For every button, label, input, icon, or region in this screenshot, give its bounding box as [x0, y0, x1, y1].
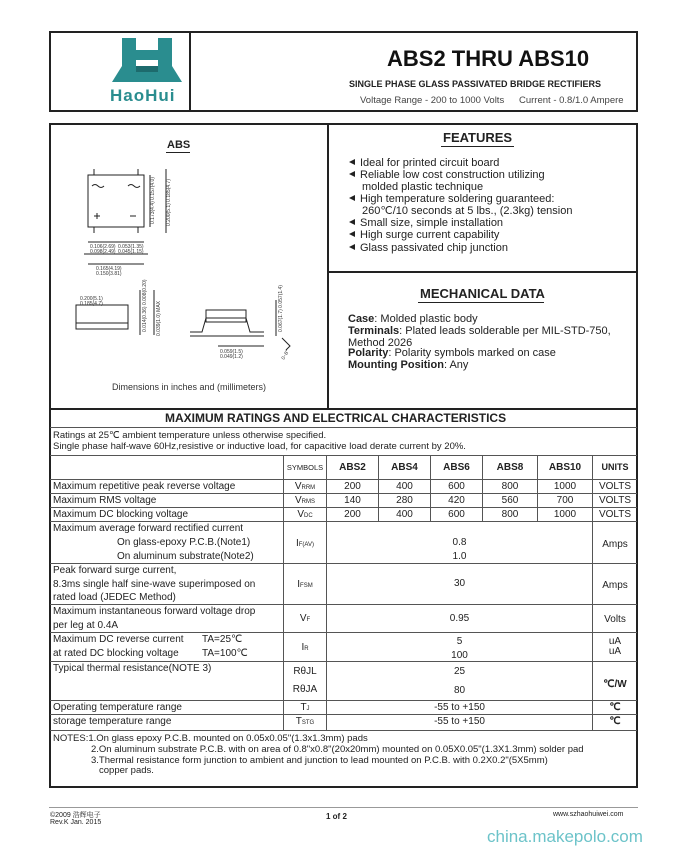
mech-polarity: Polarity: Polarity symbols marked on case — [348, 347, 556, 359]
feature-item: High temperature soldering guaranteed: — [349, 193, 554, 205]
features-heading-underline — [441, 146, 514, 147]
mechanical-heading-underline — [418, 302, 544, 303]
bullet-icon — [349, 159, 355, 165]
feature-item-continuation: molded plastic technique — [362, 181, 484, 193]
ratings-note-1: Ratings at 25℃ ambient temperature unless otherwise specified. — [53, 430, 327, 441]
unit-cell: ℃/W — [603, 679, 627, 690]
symbol-ir: IR — [301, 642, 309, 653]
mech-terminals: Terminals: Plated leads solderable per MIL-STD-750, — [348, 325, 611, 337]
package-divider — [327, 124, 329, 409]
feature-item: Reliable low cost construction utilizing — [349, 169, 545, 181]
svg-text:0.200(5.1): 0.200(5.1) — [80, 296, 103, 302]
dimensions-note: Dimensions in inches and (millimeters) — [112, 382, 267, 392]
current-range: Current - 0.8/1.0 Ampere — [519, 95, 624, 106]
value-cell: 1000 — [553, 509, 577, 520]
value-cell: 200 — [344, 509, 361, 520]
mech-mounting: Mounting Position: Any — [348, 359, 469, 371]
ir-cond-b: TA=100℃ — [202, 648, 248, 659]
bullet-icon — [349, 195, 355, 201]
ratings-heading: MAXIMUM RATINGS AND ELECTRICAL CHARACTERISTICS — [165, 411, 507, 425]
param-vf-b: per leg at 0.4A — [53, 620, 119, 631]
svg-text:0.014(0.36) 0.008(0.20): 0.014(0.36) 0.008(0.20) — [142, 279, 148, 332]
param-ifsm-a: 8.3ms single half sine-wave superimposed on — [53, 579, 256, 590]
row-line — [50, 479, 637, 480]
value-cell: -55 to +150 — [434, 702, 485, 713]
row-line — [50, 604, 637, 605]
package-side-view — [76, 290, 290, 350]
param-ifav-a: On glass-epoxy P.C.B.(Note1) — [117, 537, 251, 548]
param-vdc: Maximum DC blocking voltage — [53, 509, 189, 520]
ratings-heading-line — [50, 427, 637, 428]
param-ifav: Maximum average forward rectified current — [53, 523, 244, 534]
value-cell: 400 — [396, 509, 413, 520]
svg-text:0.185(4.7): 0.185(4.7) — [80, 301, 103, 307]
symbol-tstg: TSTG — [295, 716, 315, 727]
value-cell: 0.8 — [452, 537, 467, 548]
col-header-part: ABS4 — [391, 462, 418, 473]
value-cell: 1.0 — [452, 551, 467, 562]
row-line — [50, 493, 637, 494]
param-vrms: Maximum RMS voltage — [53, 495, 157, 506]
param-tj: Operating temperature range — [53, 702, 182, 713]
svg-text:0.053(1.35): 0.053(1.35) — [118, 244, 144, 250]
note-line: 3.Thermal resistance form junction to ambient and junction to lead mounted on P.C.B. with 0.2X0.2"(5X5mm) — [91, 755, 548, 766]
feature-item: High surge current capability — [349, 229, 499, 241]
value-cell: 560 — [501, 495, 519, 506]
value-cell: 25 — [453, 666, 466, 677]
footer-website: www.szhaohuiwei.com — [553, 811, 624, 818]
mechanical-heading: MECHANICAL DATA — [420, 286, 545, 301]
note-line: NOTES:1.On glass epoxy P.C.B. mounted on 0.05x0.05"(1.3x1.3mm) pads — [53, 733, 368, 744]
bullet-icon — [349, 231, 355, 237]
table-top-line — [50, 455, 637, 456]
svg-text:0.067(1.7) 0.057(1.4): 0.067(1.7) 0.057(1.4) — [278, 285, 284, 332]
svg-text:0.200(5.1) 0.185(4.7): 0.200(5.1) 0.185(4.7) — [166, 179, 172, 226]
unit-cell: VOLTS — [598, 495, 632, 506]
svg-text:0.106(2.69): 0.106(2.69) — [90, 244, 116, 250]
unit-cell: VOLTS — [598, 509, 632, 520]
symbol-vrms: VRMS — [294, 495, 315, 506]
bullet-icon — [349, 219, 355, 225]
features-divider — [328, 271, 637, 273]
col-header-part: ABS6 — [443, 462, 470, 473]
param-ifsm: Peak forward surge current, — [53, 565, 177, 576]
unit-cell: VOLTS — [598, 481, 632, 492]
row-line — [50, 521, 637, 522]
symbol-ifsm: IFSM — [297, 579, 313, 590]
feature-item: Glass passivated chip junction — [349, 242, 508, 254]
value-cell: 800 — [501, 509, 519, 520]
value-cell: 800 — [501, 481, 519, 492]
value-cell: 1000 — [553, 481, 577, 492]
symbol-vdc: VDC — [297, 509, 313, 520]
unit-cell: Amps — [602, 539, 628, 550]
feature-item: Ideal for printed circuit board — [349, 157, 499, 169]
col-header-part: ABS2 — [339, 462, 366, 473]
mech-case: Case: Molded plastic body — [348, 313, 478, 325]
symbol-rth-a: RθJL — [293, 666, 317, 677]
logo-brand-text: HaoHui — [110, 86, 176, 105]
feature-item: Small size, simple installation — [349, 217, 503, 229]
svg-text:0.049(1.2): 0.049(1.2) — [220, 354, 243, 360]
value-cell: 600 — [448, 481, 465, 492]
svg-text:0.165(4.19): 0.165(4.19) — [96, 266, 122, 272]
svg-text:0.039(1.0) MAX: 0.039(1.0) MAX — [156, 300, 162, 336]
col-header-part: ABS10 — [548, 462, 582, 473]
symbol-rth-b: RθJA — [292, 684, 318, 695]
voltage-range: Voltage Range - 200 to 1000 Volts — [360, 95, 505, 106]
value-cell: -55 to +150 — [434, 716, 485, 727]
bullet-icon — [349, 244, 355, 250]
watermark: china.makepolo.com — [487, 827, 643, 846]
row-line — [50, 632, 637, 633]
value-cell: 400 — [396, 481, 413, 492]
ratings-top-line — [50, 408, 637, 410]
value-cell: 200 — [344, 481, 361, 492]
unit-cell: uA — [608, 646, 622, 657]
package-drawing — [70, 160, 320, 365]
package-label-underline — [166, 152, 190, 153]
svg-text:0.045(1.15): 0.045(1.15) — [118, 249, 144, 255]
svg-text:0~8°: 0~8° — [280, 348, 291, 361]
param-ir-b: at rated DC blocking voltage — [53, 648, 179, 659]
col-header-units: UNITS — [601, 462, 629, 472]
note-line: copper pads. — [99, 765, 154, 776]
row-line — [50, 563, 637, 564]
unit-cell: uA — [608, 636, 622, 647]
value-cell: 700 — [556, 495, 574, 506]
param-tstg: storage temperature range — [53, 716, 172, 727]
symbol-ifav: IF(AV) — [295, 538, 314, 549]
ir-cond-a: TA=25℃ — [202, 634, 243, 645]
footer-page: 1 of 2 — [326, 812, 347, 821]
svg-text:0.150(3.81): 0.150(3.81) — [96, 271, 122, 277]
unit-cell: ℃ — [609, 702, 621, 713]
symbol-vf: VF — [299, 613, 311, 624]
footer-line — [49, 807, 638, 808]
param-vf: Maximum instantaneous forward voltage drop — [53, 606, 256, 617]
svg-text:0.173(4.4) 0.157(4.0): 0.173(4.4) 0.157(4.0) — [150, 177, 156, 224]
row-line — [50, 730, 637, 731]
value-cell: 30 — [453, 578, 466, 589]
symbol-tj: TJ — [300, 702, 310, 713]
param-ir: Maximum DC reverse current — [53, 634, 184, 645]
row-line — [50, 507, 637, 508]
param-rth: Typical thermal resistance(NOTE 3) — [53, 663, 212, 674]
row-line — [50, 661, 637, 662]
param-ifav-b: On aluminum substrate(Note2) — [117, 551, 254, 562]
header-divider — [189, 32, 191, 111]
ratings-note-2: Single phase half-wave 60Hz,resistive or inductive load, for capacitive load derate current by 20%. — [53, 441, 466, 452]
unit-cell: Amps — [602, 580, 628, 591]
symbol-vrrm: VRRM — [294, 481, 316, 492]
unit-cell: Volts — [604, 614, 626, 625]
note-line: 2.On aluminum substrate P.C.B. with on area of 0.8"x0.8"(20x20mm) mounted on 0.05X0.05"(1.3X1.3mm) solder pad — [91, 744, 584, 755]
value-cell: 280 — [396, 495, 413, 506]
value-cell: 420 — [448, 495, 465, 506]
row-line — [50, 700, 637, 701]
footer-copyright: ©2009 浩辉电子 — [50, 812, 101, 819]
package-label: ABS — [167, 139, 191, 151]
row-line — [50, 714, 637, 715]
svg-text:0.059(1.5): 0.059(1.5) — [220, 349, 243, 355]
page-title: ABS2 THRU ABS10 — [387, 46, 590, 71]
bullet-icon — [349, 171, 355, 177]
unit-cell: ℃ — [609, 716, 621, 727]
feature-item-continuation: 260℃/10 seconds at 5 lbs., (2.3kg) tension — [362, 205, 573, 217]
col-header-part: ABS8 — [496, 462, 524, 473]
value-cell: 100 — [451, 650, 468, 661]
value-cell: 0.95 — [449, 613, 470, 624]
col-header-symbols: SYMBOLS — [286, 463, 324, 472]
mech-terminals-cont: Method 2026 — [348, 337, 413, 349]
page-subtitle: SINGLE PHASE GLASS PASSIVATED BRIDGE RECTIFIERS — [349, 79, 602, 89]
param-vrrm: Maximum repetitive peak reverse voltage — [53, 481, 236, 492]
haohui-logo-icon — [112, 36, 188, 86]
value-cell: 5 — [456, 636, 463, 647]
footer-rev: Rev.K Jan. 2015 — [50, 819, 102, 826]
value-cell: 80 — [453, 685, 466, 696]
features-heading: FEATURES — [443, 130, 513, 145]
param-ifsm-b: rated load (JEDEC Method) — [53, 592, 176, 603]
value-cell: 600 — [448, 509, 465, 520]
svg-text:0.098(2.49): 0.098(2.49) — [90, 249, 116, 255]
value-cell: 140 — [344, 495, 361, 506]
